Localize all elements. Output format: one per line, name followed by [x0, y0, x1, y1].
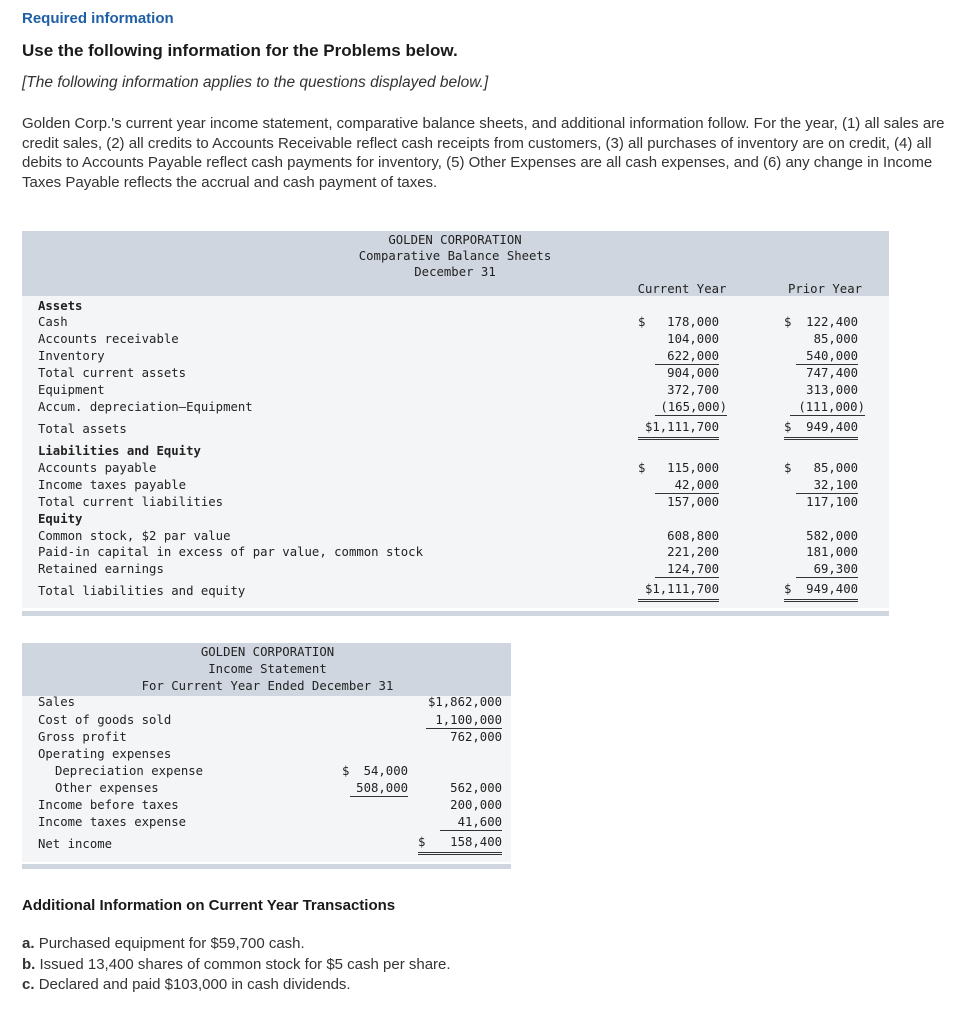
equipment-current: 372,700 [667, 383, 719, 397]
is-label-net-income: Net income [38, 837, 113, 851]
total-liabilities-equity-current: $1,111,700 [638, 581, 719, 602]
row-label-equipment: Equipment [38, 383, 105, 397]
is-label-income-before-taxes: Income before taxes [38, 798, 179, 812]
income-taxes-expense-amount: 41,600 [440, 814, 502, 831]
sales-amount: $1,862,000 [427, 695, 502, 709]
paid-in-capital-prior: 181,000 [806, 545, 858, 559]
total-current-liabilities-prior: 117,100 [806, 495, 858, 509]
income-taxes-payable-current: 42,000 [655, 477, 719, 494]
income-statement-title-period: For Current Year Ended December 31 [141, 679, 394, 693]
balance-sheet-title-company: GOLDEN CORPORATION [388, 233, 522, 247]
is-label-gross-profit: Gross profit [38, 730, 127, 744]
row-label-total-assets: Total assets [38, 422, 127, 436]
retained-earnings-prior: 69,300 [796, 561, 858, 578]
retained-earnings-current: 124,700 [655, 561, 719, 578]
intro-paragraph: Golden Corp.'s current year income statement, comparative balance sheets, and additional information follow. For the year, (1) all sales are credit sales, (2) all credits to Accounts Receivable reflect cash receipts from customers, (3) all purchases of inventory are on credit, (4) all debits to Accounts Payable reflect cash payments for inventory, (5) Other Expenses are all cash expenses, and (6) any change in Income Taxes Payable reflects the accrual and cash payment of taxes. [22, 115, 945, 191]
row-label-income-taxes-payable: Income taxes payable [38, 478, 187, 492]
required-information-heading: Required information [22, 10, 174, 27]
is-label-cost-of-goods-sold: Cost of goods sold [38, 713, 172, 727]
common-stock-prior: 582,000 [806, 529, 858, 543]
income-taxes-payable-prior: 32,100 [796, 477, 858, 494]
inventory-current: 622,000 [655, 348, 719, 365]
total-operating-expenses-amount: 562,000 [450, 781, 502, 795]
row-label-paid-in-capital: Paid-in capital in excess of par value, common stock [38, 545, 423, 559]
balance-sheet-title-date: December 31 [414, 265, 496, 279]
accum-depreciation-current: (165,000) [655, 399, 727, 416]
net-income-amount: $ 158,400 [418, 834, 502, 855]
is-label-sales: Sales [38, 695, 76, 709]
income-statement-title-name: Income Statement [208, 662, 327, 676]
income-before-taxes-amount: 200,000 [450, 798, 502, 812]
total-current-liabilities-current: 157,000 [667, 495, 719, 509]
row-label-common-stock: Common stock, $2 par value [38, 529, 231, 543]
row-label-total-liabilities-equity: Total liabilities and equity [38, 584, 246, 598]
use-following-heading: Use the following information for the Problems below. [22, 41, 458, 60]
row-label-total-current-liabilities: Total current liabilities [38, 495, 224, 509]
row-label-accounts-receivable: Accounts receivable [38, 332, 179, 346]
column-header-prior-year: Prior Year [787, 282, 863, 296]
additional-item-b: b. Issued 13,400 shares of common stock for $5 cash per share. [22, 956, 451, 973]
accum-depreciation-prior: (111,000) [790, 399, 865, 416]
is-label-operating-expenses: Operating expenses [38, 747, 172, 761]
paid-in-capital-current: 221,200 [667, 545, 719, 559]
row-label-accounts-payable: Accounts payable [38, 461, 157, 475]
inventory-prior: 540,000 [796, 348, 858, 365]
row-label-inventory: Inventory [38, 349, 105, 363]
cost-of-goods-sold-amount: 1,100,000 [426, 712, 502, 729]
depreciation-expense-amount: $ 54,000 [342, 764, 408, 778]
additional-item-c: c. Declared and paid $103,000 in cash dividends. [22, 976, 351, 993]
cash-prior: $ 122,400 [784, 315, 858, 329]
cash-current: $ 178,000 [638, 315, 719, 329]
is-label-depreciation-expense: Depreciation expense [55, 764, 204, 778]
total-liabilities-equity-prior: $ 949,400 [784, 581, 858, 602]
row-label-retained-earnings: Retained earnings [38, 562, 164, 576]
row-label-total-current-assets: Total current assets [38, 366, 187, 380]
income-statement-title-company: GOLDEN CORPORATION [200, 645, 335, 659]
accounts-receivable-current: 104,000 [667, 332, 719, 346]
is-label-other-expenses: Other expenses [55, 781, 159, 795]
other-expenses-amount: 508,000 [350, 780, 408, 797]
accounts-payable-current: $ 115,000 [638, 461, 719, 475]
accounts-receivable-prior: 85,000 [813, 332, 858, 346]
column-header-current-year: Current Year [637, 282, 727, 296]
total-current-assets-prior: 747,400 [806, 366, 858, 380]
gross-profit-amount: 762,000 [450, 730, 502, 744]
row-label-cash: Cash [38, 315, 68, 329]
liabilities-equity-section-label: Liabilities and Equity [38, 444, 201, 458]
equity-section-label: Equity [38, 512, 83, 526]
is-label-income-taxes-expense: Income taxes expense [38, 815, 187, 829]
common-stock-current: 608,800 [667, 529, 719, 543]
equipment-prior: 313,000 [806, 383, 858, 397]
total-current-assets-current: 904,000 [667, 366, 719, 380]
total-assets-prior: $ 949,400 [784, 419, 858, 440]
additional-info-heading: Additional Information on Current Year Transactions [22, 897, 396, 914]
applies-note: [The following information applies to the questions displayed below.] [22, 74, 489, 91]
total-assets-current: $1,111,700 [638, 419, 719, 440]
assets-section-label: Assets [38, 299, 83, 313]
balance-sheet-bottom-rule [22, 611, 889, 616]
balance-sheet-title-name: Comparative Balance Sheets [358, 249, 552, 263]
additional-item-a: a. Purchased equipment for $59,700 cash. [22, 935, 305, 952]
row-label-accum-depreciation: Accum. depreciation—Equipment [38, 400, 253, 414]
income-statement-bottom-rule [22, 864, 511, 869]
accounts-payable-prior: $ 85,000 [784, 461, 858, 475]
